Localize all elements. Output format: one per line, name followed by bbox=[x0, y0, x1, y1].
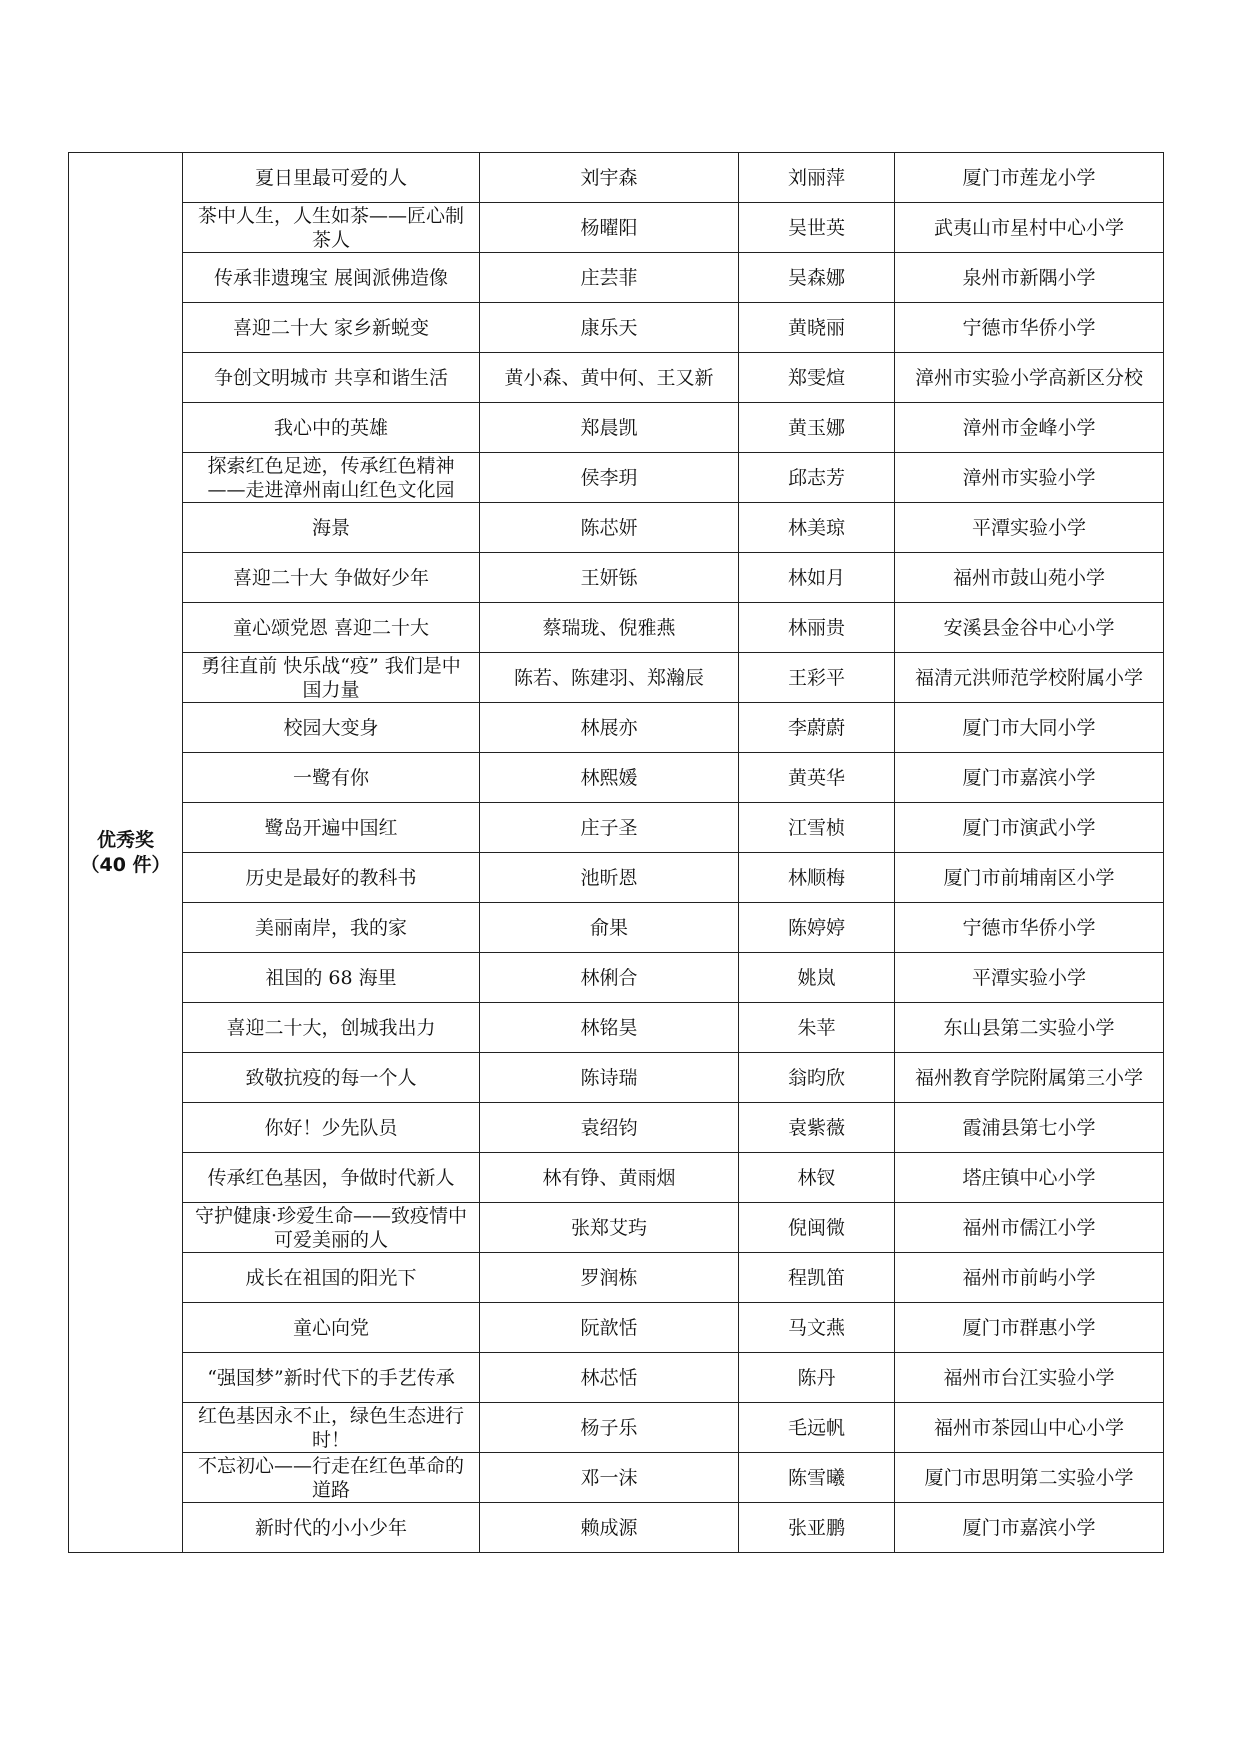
school-name: 漳州市实验小学高新区分校 bbox=[895, 353, 1164, 403]
teacher-name: 程凯笛 bbox=[739, 1253, 895, 1303]
school-name: 厦门市大同小学 bbox=[895, 703, 1164, 753]
teacher-name: 邱志芳 bbox=[739, 453, 895, 503]
teacher-name: 林美琼 bbox=[739, 503, 895, 553]
teacher-name: 袁紫薇 bbox=[739, 1103, 895, 1153]
table-row bbox=[69, 703, 1164, 753]
work-title: 喜迎二十大 家乡新蜕变 bbox=[183, 303, 480, 353]
work-title: 争创文明城市 共享和谐生活 bbox=[183, 353, 480, 403]
teacher-name: 王彩平 bbox=[739, 653, 895, 703]
school-name: 厦门市莲龙小学 bbox=[895, 153, 1164, 203]
student-names: 林熙媛 bbox=[480, 753, 739, 803]
awards-table bbox=[68, 152, 1164, 1553]
teacher-name: 郑雯煊 bbox=[739, 353, 895, 403]
teacher-name: 林丽贵 bbox=[739, 603, 895, 653]
table-row bbox=[69, 503, 1164, 553]
school-name: 厦门市嘉滨小学 bbox=[895, 1503, 1164, 1553]
work-title: 夏日里最可爱的人 bbox=[183, 153, 480, 203]
school-name: 塔庄镇中心小学 bbox=[895, 1153, 1164, 1203]
work-title: 你好！少先队员 bbox=[183, 1103, 480, 1153]
teacher-name: 江雪桢 bbox=[739, 803, 895, 853]
table-row bbox=[69, 1003, 1164, 1053]
work-title: 探索红色足迹，传承红色精神——走进漳州南山红色文化园 bbox=[183, 453, 480, 503]
table-row bbox=[69, 1303, 1164, 1353]
table-row bbox=[69, 1503, 1164, 1553]
teacher-name: 林钗 bbox=[739, 1153, 895, 1203]
table-row bbox=[69, 353, 1164, 403]
table-row bbox=[69, 653, 1164, 703]
work-title: 致敬抗疫的每一个人 bbox=[183, 1053, 480, 1103]
table-row bbox=[69, 853, 1164, 903]
table-row bbox=[69, 403, 1164, 453]
school-name: 漳州市金峰小学 bbox=[895, 403, 1164, 453]
student-names: 张郑艾玙 bbox=[480, 1203, 739, 1253]
work-title: 勇往直前 快乐战“疫” 我们是中国力量 bbox=[183, 653, 480, 703]
teacher-name: 倪闽微 bbox=[739, 1203, 895, 1253]
teacher-name: 林如月 bbox=[739, 553, 895, 603]
school-name: 厦门市群惠小学 bbox=[895, 1303, 1164, 1353]
student-names: 陈若、陈建羽、郑瀚辰 bbox=[480, 653, 739, 703]
table-row bbox=[69, 1403, 1164, 1453]
table-row bbox=[69, 753, 1164, 803]
table-row bbox=[69, 1103, 1164, 1153]
work-title: 美丽南岸，我的家 bbox=[183, 903, 480, 953]
school-name: 福州市茶园山中心小学 bbox=[895, 1403, 1164, 1453]
teacher-name: 陈婷婷 bbox=[739, 903, 895, 953]
student-names: 俞果 bbox=[480, 903, 739, 953]
student-names: 陈芯妍 bbox=[480, 503, 739, 553]
work-title: 鹭岛开遍中国红 bbox=[183, 803, 480, 853]
student-names: 林展亦 bbox=[480, 703, 739, 753]
teacher-name: 毛远帆 bbox=[739, 1403, 895, 1453]
table-row bbox=[69, 1353, 1164, 1403]
school-name: 福州市儒江小学 bbox=[895, 1203, 1164, 1253]
work-title: 一鹭有你 bbox=[183, 753, 480, 803]
student-names: 赖成源 bbox=[480, 1503, 739, 1553]
school-name: 霞浦县第七小学 bbox=[895, 1103, 1164, 1153]
work-title: “强国梦”新时代下的手艺传承 bbox=[183, 1353, 480, 1403]
work-title: 守护健康·珍爱生命——致疫情中可爱美丽的人 bbox=[183, 1203, 480, 1253]
school-name: 厦门市演武小学 bbox=[895, 803, 1164, 853]
teacher-name: 吴森娜 bbox=[739, 253, 895, 303]
teacher-name: 陈丹 bbox=[739, 1353, 895, 1403]
school-name: 漳州市实验小学 bbox=[895, 453, 1164, 503]
student-names: 罗润栋 bbox=[480, 1253, 739, 1303]
student-names: 杨子乐 bbox=[480, 1403, 739, 1453]
student-names: 蔡瑞珑、倪雅燕 bbox=[480, 603, 739, 653]
school-name: 福州市台江实验小学 bbox=[895, 1353, 1164, 1403]
work-title: 传承红色基因，争做时代新人 bbox=[183, 1153, 480, 1203]
table-row bbox=[69, 1453, 1164, 1503]
student-names: 林俐合 bbox=[480, 953, 739, 1003]
table-row bbox=[69, 953, 1164, 1003]
teacher-name: 李蔚蔚 bbox=[739, 703, 895, 753]
teacher-name: 吴世英 bbox=[739, 203, 895, 253]
work-title: 不忘初心——行走在红色革命的道路 bbox=[183, 1453, 480, 1503]
work-title: 校园大变身 bbox=[183, 703, 480, 753]
student-names: 袁绍钧 bbox=[480, 1103, 739, 1153]
student-names: 池昕恩 bbox=[480, 853, 739, 903]
table-row bbox=[69, 1053, 1164, 1103]
work-title: 茶中人生，人生如茶——匠心制茶人 bbox=[183, 203, 480, 253]
school-name: 宁德市华侨小学 bbox=[895, 303, 1164, 353]
work-title: 成长在祖国的阳光下 bbox=[183, 1253, 480, 1303]
teacher-name: 马文燕 bbox=[739, 1303, 895, 1353]
student-names: 阮歆恬 bbox=[480, 1303, 739, 1353]
school-name: 安溪县金谷中心小学 bbox=[895, 603, 1164, 653]
work-title: 喜迎二十大，创城我出力 bbox=[183, 1003, 480, 1053]
student-names: 侯李玥 bbox=[480, 453, 739, 503]
awards-table-body bbox=[69, 153, 1164, 1553]
teacher-name: 张亚鹏 bbox=[739, 1503, 895, 1553]
school-name: 厦门市前埔南区小学 bbox=[895, 853, 1164, 903]
work-title: 我心中的英雄 bbox=[183, 403, 480, 453]
work-title: 传承非遗瑰宝 展闽派佛造像 bbox=[183, 253, 480, 303]
teacher-name: 姚岚 bbox=[739, 953, 895, 1003]
student-names: 陈诗瑞 bbox=[480, 1053, 739, 1103]
work-title: 童心向党 bbox=[183, 1303, 480, 1353]
student-names: 林芯恬 bbox=[480, 1353, 739, 1403]
table-row bbox=[69, 553, 1164, 603]
school-name: 平潭实验小学 bbox=[895, 953, 1164, 1003]
student-names: 邓一沫 bbox=[480, 1453, 739, 1503]
award-category-cell bbox=[69, 153, 183, 1553]
student-names: 庄子圣 bbox=[480, 803, 739, 853]
teacher-name: 黄英华 bbox=[739, 753, 895, 803]
student-names: 王妍铄 bbox=[480, 553, 739, 603]
table-row bbox=[69, 1253, 1164, 1303]
award-count: （40 件） bbox=[80, 853, 171, 876]
table-row bbox=[69, 453, 1164, 503]
teacher-name: 黄晓丽 bbox=[739, 303, 895, 353]
work-title: 祖国的 68 海里 bbox=[183, 953, 480, 1003]
school-name: 泉州市新隅小学 bbox=[895, 253, 1164, 303]
table-row bbox=[69, 1203, 1164, 1253]
table-row bbox=[69, 1153, 1164, 1203]
student-names: 林铭昊 bbox=[480, 1003, 739, 1053]
award-name: 优秀奖 bbox=[96, 828, 154, 851]
school-name: 东山县第二实验小学 bbox=[895, 1003, 1164, 1053]
work-title: 新时代的小小少年 bbox=[183, 1503, 480, 1553]
teacher-name: 黄玉娜 bbox=[739, 403, 895, 453]
school-name: 武夷山市星村中心小学 bbox=[895, 203, 1164, 253]
school-name: 福清元洪师范学校附属小学 bbox=[895, 653, 1164, 703]
teacher-name: 朱苹 bbox=[739, 1003, 895, 1053]
table-row bbox=[69, 303, 1164, 353]
student-names: 康乐天 bbox=[480, 303, 739, 353]
school-name: 福州市前屿小学 bbox=[895, 1253, 1164, 1303]
student-names: 刘宇森 bbox=[480, 153, 739, 203]
table-row bbox=[69, 803, 1164, 853]
work-title: 童心颂党恩 喜迎二十大 bbox=[183, 603, 480, 653]
work-title: 历史是最好的教科书 bbox=[183, 853, 480, 903]
student-names: 黄小森、黄中何、王又新 bbox=[480, 353, 739, 403]
teacher-name: 陈雪曦 bbox=[739, 1453, 895, 1503]
student-names: 杨曜阳 bbox=[480, 203, 739, 253]
table-row bbox=[69, 903, 1164, 953]
school-name: 福州市鼓山苑小学 bbox=[895, 553, 1164, 603]
table-row bbox=[69, 153, 1164, 203]
school-name: 平潭实验小学 bbox=[895, 503, 1164, 553]
school-name: 厦门市思明第二实验小学 bbox=[895, 1453, 1164, 1503]
student-names: 郑晨凯 bbox=[480, 403, 739, 453]
work-title: 喜迎二十大 争做好少年 bbox=[183, 553, 480, 603]
school-name: 福州教育学院附属第三小学 bbox=[895, 1053, 1164, 1103]
student-names: 林有铮、黄雨烟 bbox=[480, 1153, 739, 1203]
work-title: 海景 bbox=[183, 503, 480, 553]
table-row bbox=[69, 603, 1164, 653]
teacher-name: 翁昀欣 bbox=[739, 1053, 895, 1103]
school-name: 宁德市华侨小学 bbox=[895, 903, 1164, 953]
table-row bbox=[69, 203, 1164, 253]
teacher-name: 刘丽萍 bbox=[739, 153, 895, 203]
school-name: 厦门市嘉滨小学 bbox=[895, 753, 1164, 803]
work-title: 红色基因永不止，绿色生态进行时！ bbox=[183, 1403, 480, 1453]
student-names: 庄芸菲 bbox=[480, 253, 739, 303]
teacher-name: 林顺梅 bbox=[739, 853, 895, 903]
table-row bbox=[69, 253, 1164, 303]
